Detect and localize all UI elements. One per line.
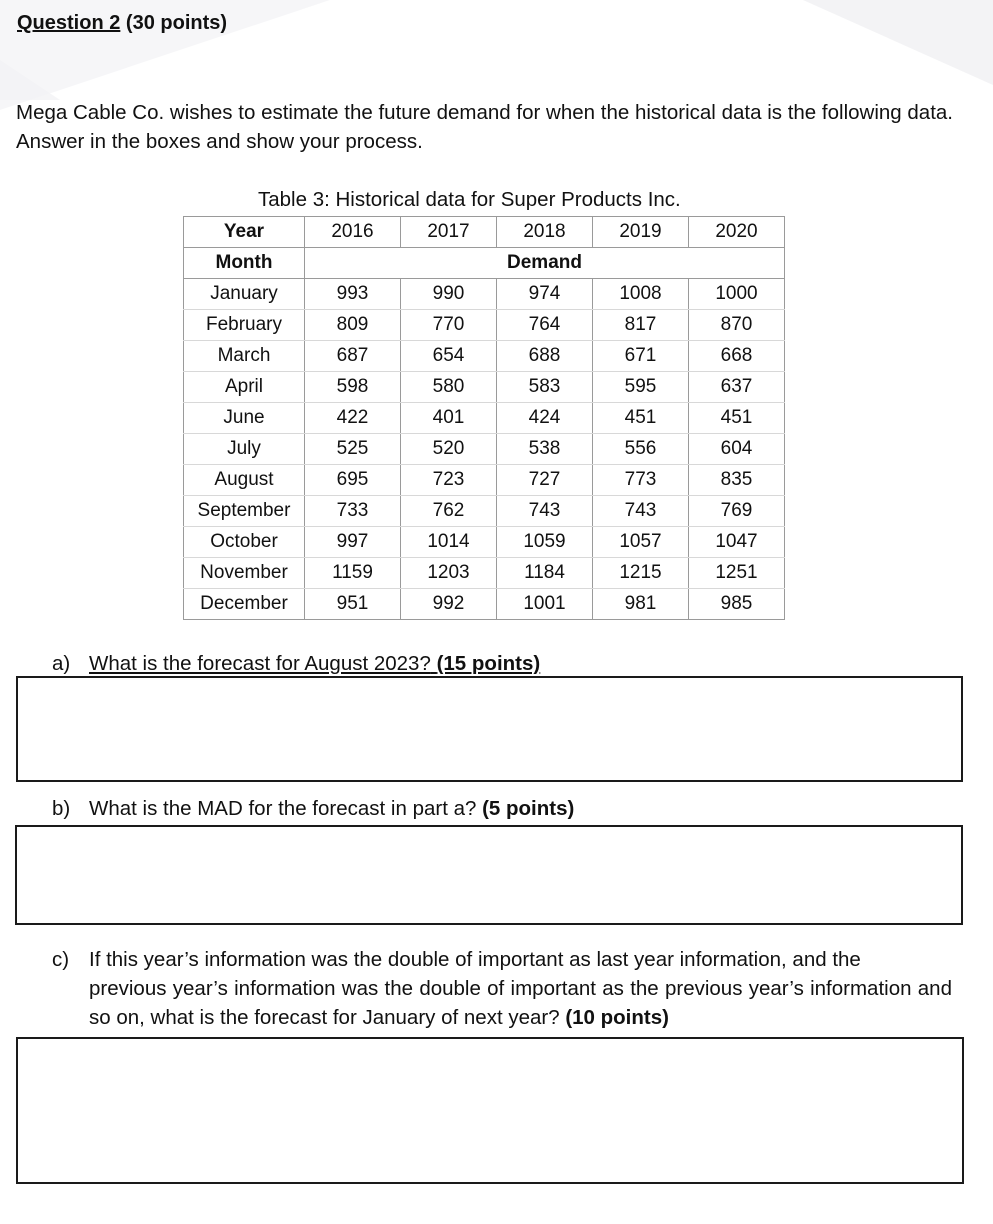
demand-cell: 993 (305, 279, 401, 310)
historical-data-table (183, 216, 785, 620)
demand-cell: 1008 (593, 279, 689, 310)
demand-cell: 1251 (689, 558, 785, 589)
answer-box-b[interactable] (15, 825, 963, 925)
demand-cell: 422 (305, 403, 401, 434)
demand-cell: 654 (401, 341, 497, 372)
demand-cell: 695 (305, 465, 401, 496)
year-cell: 2017 (401, 217, 497, 248)
demand-cell: 770 (401, 310, 497, 341)
month-cell: October (184, 527, 305, 558)
background-decoration (803, 0, 993, 85)
demand-cell: 981 (593, 589, 689, 620)
question-b-points: (5 points) (482, 797, 575, 820)
question-a-label: a) (52, 652, 71, 675)
demand-cell: 520 (401, 434, 497, 465)
demand-cell: 764 (497, 310, 593, 341)
month-cell: November (184, 558, 305, 589)
demand-cell: 997 (305, 527, 401, 558)
demand-cell: 985 (689, 589, 785, 620)
month-header: Month (184, 248, 305, 279)
year-cell: 2016 (305, 217, 401, 248)
demand-cell: 723 (401, 465, 497, 496)
year-cell: 2018 (497, 217, 593, 248)
year-header-row (184, 217, 785, 248)
demand-header: Demand (305, 248, 785, 279)
question-c-text-line1: If this year’s information was the double of important as last year information, and the (89, 948, 861, 971)
intro-text: Mega Cable Co. wishes to estimate the future demand for when the historical data is the following data. Answer in the boxes and show your process. (16, 101, 953, 153)
table-row (184, 403, 785, 434)
background-decoration (0, 60, 60, 100)
question-a-text: What is the forecast for August 2023? (89, 652, 431, 675)
demand-cell: 769 (689, 496, 785, 527)
demand-cell: 773 (593, 465, 689, 496)
demand-cell: 401 (401, 403, 497, 434)
demand-cell: 1000 (689, 279, 785, 310)
demand-cell: 1184 (497, 558, 593, 589)
demand-cell: 671 (593, 341, 689, 372)
demand-cell: 668 (689, 341, 785, 372)
question-c-points: (10 points) (565, 1006, 669, 1029)
demand-cell: 637 (689, 372, 785, 403)
demand-cell: 727 (497, 465, 593, 496)
table-caption: Table 3: Historical data for Super Products Inc. (258, 188, 681, 211)
demand-cell: 1047 (689, 527, 785, 558)
table-row (184, 434, 785, 465)
question-a (52, 652, 540, 676)
year-header: Year (184, 217, 305, 248)
table-row (184, 589, 785, 620)
demand-cell: 951 (305, 589, 401, 620)
table-row (184, 372, 785, 403)
demand-cell: 687 (305, 341, 401, 372)
demand-cell: 870 (689, 310, 785, 341)
table-row (184, 496, 785, 527)
question-b-label: b) (52, 797, 71, 820)
table-row (184, 465, 785, 496)
question-title (17, 12, 227, 35)
question-c (52, 945, 952, 1032)
table-row (184, 310, 785, 341)
month-cell: August (184, 465, 305, 496)
question-a-points: (15 points) (436, 652, 541, 675)
month-cell: September (184, 496, 305, 527)
demand-cell: 525 (305, 434, 401, 465)
demand-cell: 598 (305, 372, 401, 403)
month-header-row (184, 248, 785, 279)
demand-cell: 451 (593, 403, 689, 434)
question-number: Question 2 (17, 12, 121, 34)
table-row (184, 279, 785, 310)
demand-cell: 451 (689, 403, 785, 434)
demand-cell: 1159 (305, 558, 401, 589)
demand-cell: 538 (497, 434, 593, 465)
demand-cell: 743 (497, 496, 593, 527)
question-b (52, 797, 574, 821)
demand-cell: 990 (401, 279, 497, 310)
month-cell: December (184, 589, 305, 620)
question-b-text: What is the MAD for the forecast in part a? (89, 797, 477, 820)
demand-cell: 604 (689, 434, 785, 465)
demand-cell: 817 (593, 310, 689, 341)
demand-cell: 424 (497, 403, 593, 434)
month-cell: January (184, 279, 305, 310)
demand-cell: 688 (497, 341, 593, 372)
table-row (184, 527, 785, 558)
answer-box-a[interactable] (16, 676, 963, 782)
demand-cell: 556 (593, 434, 689, 465)
demand-cell: 1057 (593, 527, 689, 558)
demand-cell: 733 (305, 496, 401, 527)
month-cell: March (184, 341, 305, 372)
demand-cell: 809 (305, 310, 401, 341)
question-c-label: c) (52, 948, 70, 971)
month-cell: February (184, 310, 305, 341)
demand-cell: 583 (497, 372, 593, 403)
month-cell: July (184, 434, 305, 465)
demand-cell: 835 (689, 465, 785, 496)
demand-cell: 743 (593, 496, 689, 527)
month-cell: June (184, 403, 305, 434)
demand-cell: 1014 (401, 527, 497, 558)
answer-box-c[interactable] (16, 1037, 964, 1184)
year-cell: 2019 (593, 217, 689, 248)
table-row (184, 558, 785, 589)
demand-cell: 595 (593, 372, 689, 403)
demand-cell: 580 (401, 372, 497, 403)
demand-cell: 974 (497, 279, 593, 310)
demand-cell: 992 (401, 589, 497, 620)
year-cell: 2020 (689, 217, 785, 248)
month-cell: April (184, 372, 305, 403)
demand-cell: 762 (401, 496, 497, 527)
demand-cell: 1001 (497, 589, 593, 620)
demand-cell: 1215 (593, 558, 689, 589)
table-row (184, 341, 785, 372)
question-points: (30 points) (125, 12, 228, 34)
demand-cell: 1203 (401, 558, 497, 589)
demand-cell: 1059 (497, 527, 593, 558)
question-c-text: previous year’s information was the double of important as the previous year’s information and so on, what is the forecast for January of next year? (89, 977, 952, 1029)
